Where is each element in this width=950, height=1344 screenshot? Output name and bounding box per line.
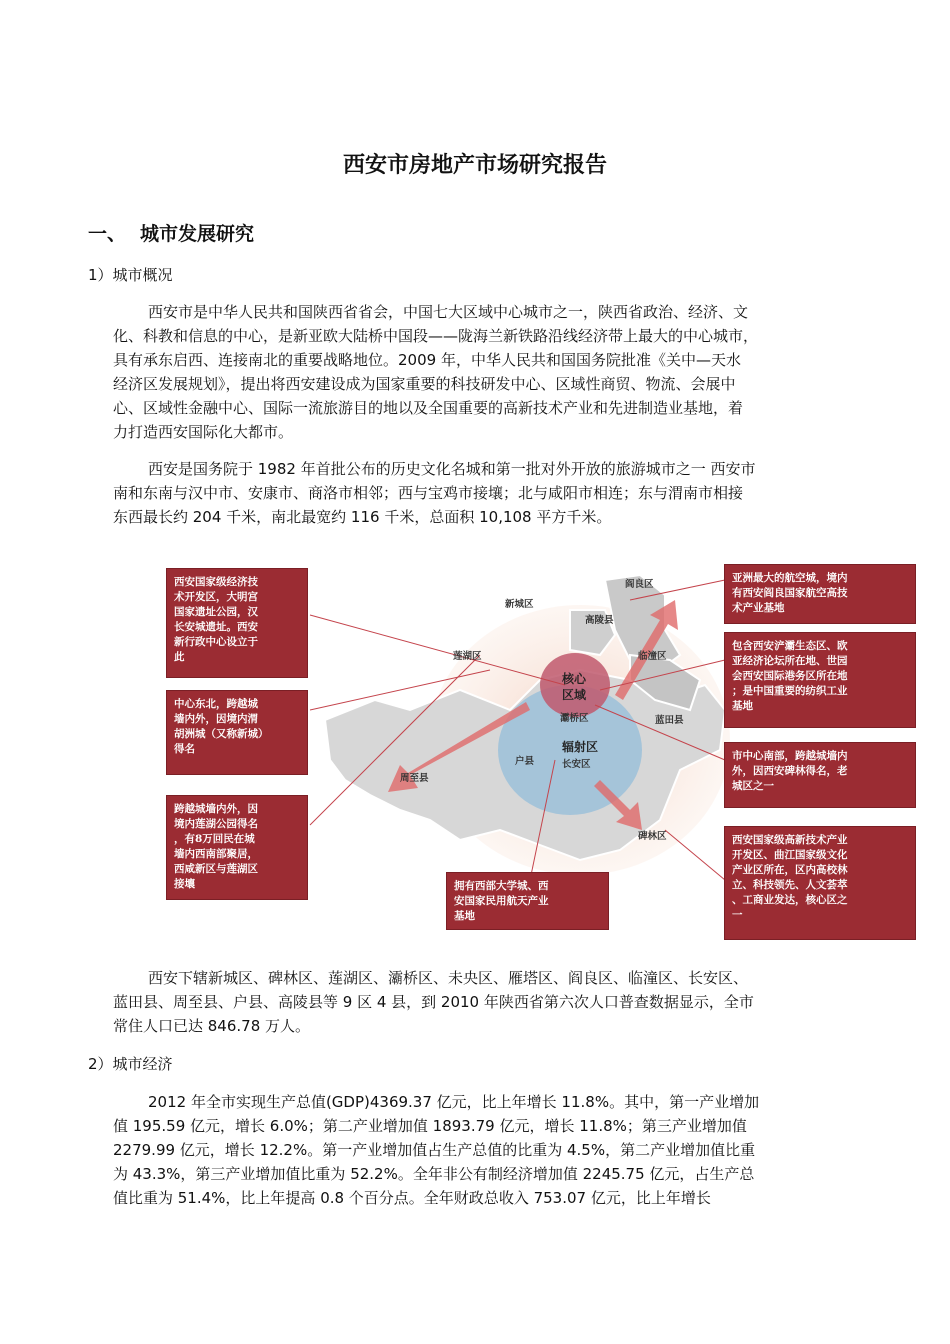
callout-line: 新行政中心设立于 [174,636,258,648]
text-line: 蓝田县、周至县、户县、高陵县等 9 区 4 县，到 2010 年陕西省第六次人口普查数据显示，全市 [113,993,754,1011]
label-lantian: 蓝田县 [655,715,684,726]
callout-line: 中心东北，跨越城 [174,698,258,710]
paragraph-geography [113,457,859,529]
paragraph-city-overview [113,300,859,444]
label-yanliang: 阎良区 [625,579,654,590]
callout-lianhu [166,795,308,900]
callout-line: 立、科技领先、人文荟萃 [732,879,848,891]
callout-weiyang [166,568,308,678]
text-line: 值 195.59 亿元，增长 6.0%；第二产业增加值 1893.79 亿元，增长 11.8%；第三产业增加值 [113,1117,747,1135]
callout-changan [446,872,609,930]
callout-line: ，有8万回民在城 [174,833,255,845]
callout-line: 西咸新区与莲湖区 [174,863,258,875]
callout-line: 外，因西安碑林得名，老 [732,765,848,777]
callout-yanta [724,826,916,940]
callout-line: 亚经济论坛所在地、世园 [732,655,848,667]
text-line: 2279.99 亿元，增长 12.2%。第一产业增加值占生产总值的比重为 4.5%，第二产业增加值比重 [113,1141,756,1159]
text-line: 2012 年全市实现生产总值(GDP)4369.37 亿元，比上年增长 11.8%。其中，第一产业增加 [148,1093,760,1111]
text-line: 经济区发展规划》，提出将西安建设成为国家重要的科技研发中心、区域性商贸、物流、会展中 [113,375,736,393]
district-map-figure [160,560,920,945]
subsection-city-economy: 2）城市经济 [88,1055,173,1073]
paragraph-economy [113,1090,859,1210]
text-line: 化、科教和信息的中心，是新亚欧大陆桥中国段——陇海兰新铁路沿线经济带上最大的中心城市， [113,327,759,345]
callout-line: 拥有西部大学城、西 [454,880,549,892]
text-line: 南和东南与汉中市、安康市、商洛市相邻；西与宝鸡市接壤；北与咸阳市相连；东与渭南市相接 [113,484,744,502]
text-line: 西安下辖新城区、碑林区、莲湖区、灞桥区、未央区、雁塔区、阎良区、临潼区、长安区、 [148,969,749,987]
callout-line: 、工商业发达，核心区之 [732,894,848,906]
subsection-city-overview: 1）城市概况 [88,266,173,284]
callout-line: 术开发区，大明宫 [174,591,258,603]
callout-line: 接壤 [174,878,195,890]
page-title: 西安市房地产市场研究报告 [342,152,607,178]
text-line: 常住人口已达 846.78 万人。 [113,1017,311,1035]
callout-line: 产业区所在，区内高校林 [732,864,848,876]
callout-line: 开发区、曲江国家级文化 [732,849,848,861]
callout-line: 墙内外，因境内渭 [174,713,258,725]
section-label: 城市发展研究 [140,223,255,245]
callout-line: 亚洲最大的航空城，境内 [732,572,848,584]
label-core-2: 区域 [562,688,587,702]
callout-line: 会西安国际港务区所在地 [732,670,848,682]
callout-beilin [724,742,916,808]
text-line: 东西最长约 204 千米，南北最宽约 116 千米，总面积 10,108 平方千米。 [113,508,612,526]
text-line: 心、区域性金融中心、国际一流旅游目的地以及全国重要的高新技术产业和先进制造业基地，着 [113,399,744,417]
callout-line: 此 [174,651,185,663]
callout-line: 基地 [454,910,475,922]
callout-baqiao [724,632,916,728]
callout-line: 一 [732,909,743,921]
callout-line: 跨越城墙内外，因 [174,803,258,815]
callout-line: 安国家民用航天产业 [454,895,549,907]
callout-line: 墙内西南部聚居， [174,848,258,860]
callout-line: 西安国家级经济技 [174,576,258,588]
text-line: 西安是国务院于 1982 年首批公布的历史文化名城和第一批对外开放的旅游城市之一 西安市 [148,460,756,478]
callout-line: 术产业基地 [732,602,785,614]
text-line: 为 43.3%，第三产业增加值比重为 52.2%。全年非公有制经济增加值 2245.75 亿元，占生产总 [113,1165,755,1183]
label-beilin: 碑林区 [638,831,667,842]
callout-line: 西安国家级高新技术产业 [732,834,848,846]
label-gaoling: 高陵县 [585,615,614,626]
label-xincheng: 新城区 [505,599,534,610]
callout-line: 得名 [174,743,195,755]
callout-line: 境内莲湖公园得名 [174,818,258,830]
callout-line: 有西安阎良国家航空高技 [732,587,848,599]
callout-line: 胡洲城（又称新城） [174,728,269,740]
text-line: 力打造西安国际化大都市。 [113,423,294,441]
label-zhouzhi: 周至县 [400,773,429,784]
callout-xincheng [166,690,308,775]
text-line: 值比重为 51.4%，比上年提高 0.8 个百分点。全年财政总收入 753.07 亿元，比上年增长 [113,1189,711,1207]
label-radiation: 辐射区 [562,740,599,754]
callout-yanliang [724,564,916,624]
text-line: 具有承东启西、连接南北的重要战略地位。2009 年，中华人民共和国国务院批准《关中—天水 [113,351,741,369]
label-lianhu: 莲湖区 [453,651,482,662]
label-huxian: 户县 [515,756,535,767]
section-number: 一、 [88,223,127,245]
label-changan: 长安区 [562,759,591,770]
callout-line: 包含西安浐灞生态区、欧 [732,640,848,652]
callout-line: 长安城遗址。西安 [174,621,258,633]
callout-line: 城区之一 [732,780,774,792]
callout-line: 基地 [732,700,753,712]
paragraph-districts [113,966,859,1038]
label-baqiao: 灞桥区 [560,713,589,724]
callout-line: ；是中国重要的纺织工业 [732,685,848,697]
label-core: 核心 [562,672,587,686]
text-line: 西安市是中华人民共和国陕西省省会，中国七大区域中心城市之一，陕西省政治、经济、文 [148,303,749,321]
callout-line: 市中心南部，跨越城墙内 [732,750,848,762]
label-lintong: 临潼区 [638,651,667,662]
section-heading [88,219,254,246]
callout-line: 国家遗址公园，汉 [174,606,258,618]
